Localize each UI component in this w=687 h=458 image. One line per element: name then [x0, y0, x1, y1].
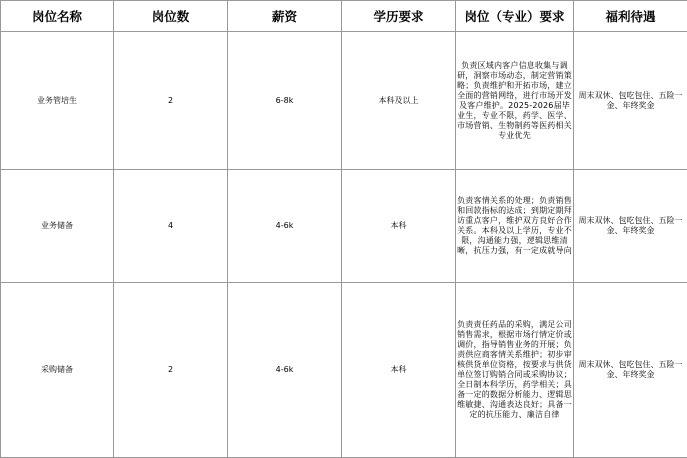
- cell-education: 本科: [342, 170, 456, 283]
- cell-requirements: 负责区域内客户信息收集与调研，洞察市场动态，制定营销策略；负责维护和开拓市场，建立全面的营销网络，进行市场开发及客户维护。2025-2026届毕业生，专业不限，药学、医学、市场营销、生物制药等医药相关专业优先: [456, 32, 574, 170]
- cell-education: 本科: [342, 283, 456, 458]
- header-salary: 薪资: [228, 1, 342, 32]
- cell-benefits: 周末双休、包吃包住、五险一金、年终奖金: [574, 170, 687, 283]
- cell-position-name: 业务管培生: [1, 32, 114, 170]
- cell-position-name: 采购储备: [1, 283, 114, 458]
- cell-education: 本科及以上: [342, 32, 456, 170]
- cell-position-name: 业务储备: [1, 170, 114, 283]
- table-row: [1, 170, 687, 283]
- cell-salary: 4-6k: [228, 170, 342, 283]
- cell-benefits: 周末双休、包吃包住、五险一金、年终奖金: [574, 32, 687, 170]
- header-position-count: 岗位数: [114, 1, 228, 32]
- cell-salary: 4-6k: [228, 283, 342, 458]
- cell-requirements: 负责责任药品的采购，满足公司销售需求，根据市场行情定价或调价，指导销售业务的开展；负责供应商客情关系维护；初步审核供货单位资格，按要求与供货单位签订购销合同或采购协议；全日制本科学历，药学相关；具备一定的数据分析能力、逻辑思维敏捷、沟通表达良好；具备一定的抗压能力、廉洁自律: [456, 283, 574, 458]
- cell-position-count: 2: [114, 32, 228, 170]
- cell-salary: 6-8k: [228, 32, 342, 170]
- cell-requirements: 负责客情关系的处理；负责销售和回款指标的达成；到期定期拜访重点客户，维护双方良好合作关系。本科及以上学历，专业不限，沟通能力强，逻辑思维清晰，抗压力强，有一定成就导向: [456, 170, 574, 283]
- header-position-name: 岗位名称: [1, 1, 114, 32]
- header-education: 学历要求: [342, 1, 456, 32]
- table-header-row: [1, 1, 687, 32]
- cell-position-count: 2: [114, 283, 228, 458]
- cell-benefits: 周末双休、包吃包住、五险一金、年终奖金: [574, 283, 687, 458]
- table-row: [1, 283, 687, 458]
- header-benefits: 福利待遇: [574, 1, 687, 32]
- cell-position-count: 4: [114, 170, 228, 283]
- table-row: [1, 32, 687, 170]
- header-requirements: 岗位（专业）要求: [456, 1, 574, 32]
